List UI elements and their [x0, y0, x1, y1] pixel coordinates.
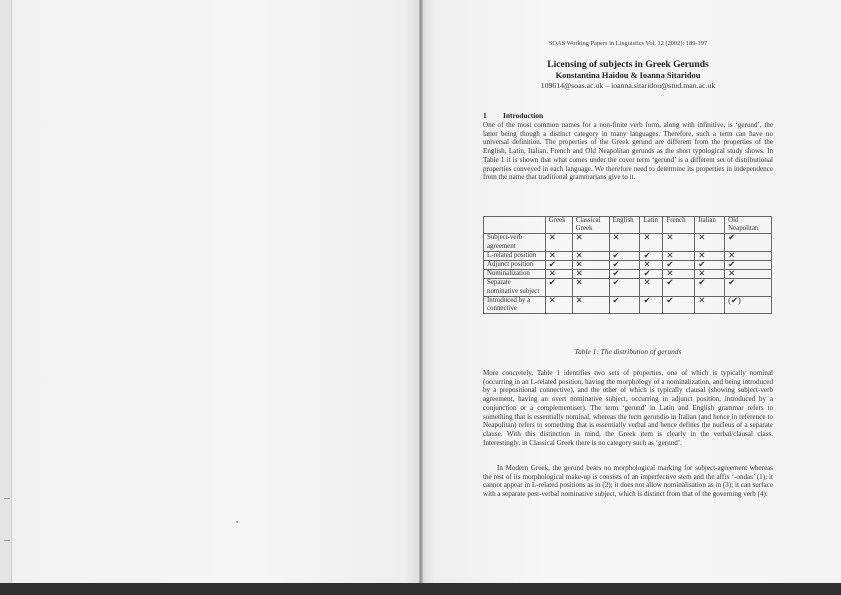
table-header-cell — [484, 217, 546, 234]
table-cell: ✔ — [663, 296, 695, 313]
table-header-row — [484, 217, 772, 234]
section-heading — [483, 111, 543, 120]
table-cell: ✕ — [609, 234, 640, 251]
table-cell: ✕ — [572, 261, 609, 270]
row-label: L-related position — [484, 251, 546, 260]
table-cell: ✕ — [695, 270, 725, 279]
body-paragraph-2: In Modern Greek, the gerund bears no morphological marking for subject-agreement whereas the rest of its morphological make-up is consists of an imperfective stem and the affix ‘-ondas’ (1); it cannot appear in L-related positions as in (2); it does not allow nominalisation as in (3); it can surface with a separate post-verbal nominative subject, which is distinct from that of the governing verb (4): — [483, 464, 773, 499]
table-cell: ✔ — [725, 261, 772, 270]
section-title: Introduction — [503, 111, 544, 120]
left-page-edge — [0, 0, 12, 595]
table-cell: ✔ — [640, 270, 663, 279]
paper-authors: Konstantina Haidou & Ioanna Sitaridou — [555, 71, 701, 80]
table-cell: ✔ — [609, 296, 640, 313]
author-emails: 109614@soas.ac.uk – ioanna.sitaridou@stud.man.ac.uk — [540, 81, 716, 90]
table-cell: ✔ — [640, 251, 663, 260]
table-row — [484, 296, 772, 313]
table-cell: ✕ — [572, 296, 609, 313]
table-cell: ✕ — [695, 234, 725, 251]
table-cell: ✕ — [640, 234, 663, 251]
table-cell: ✔ — [663, 279, 695, 296]
page-edge-mark — [4, 540, 10, 541]
table-cell: (✔) — [725, 296, 772, 313]
table-cell: ✔ — [609, 270, 640, 279]
table-cell: ✕ — [572, 251, 609, 260]
table-header-cell: English — [609, 217, 640, 234]
table-cell: ✕ — [725, 270, 772, 279]
table-header-cell: Classical Greek — [572, 217, 609, 234]
table-cell: ✕ — [663, 270, 695, 279]
table-cell: ✔ — [545, 279, 572, 296]
table-header-cell: Old Neapolitan — [725, 217, 772, 234]
table-cell: ✕ — [640, 279, 663, 296]
table-cell: ✕ — [572, 279, 609, 296]
table-cell: ✔ — [663, 261, 695, 270]
table-row — [484, 279, 772, 296]
table-cell: ✕ — [545, 234, 572, 251]
row-label: Subject-verb agreement — [484, 234, 546, 251]
book-gutter — [419, 0, 423, 595]
body-paragraph-1: More concretely, Table 1 identifies two sets of properties, one of which is typically nominal (occurring in an L-related position, having the morphology of a nominalization, and being introduced by a prepositional connective), and the other of which is typically clausal (showing subject-verb agreement, having an overt nominative subject, occurring in adjunct position, introduced by a conjunction or a complementiser). The term ‘gerund’ in Latin and English grammar refers to something that is essentially nominal, whereas the term gerundio in Italian (and hence in reference to Neapolitan) refers to something that is essentially verbal and hence defines the nucleus of a separate clause. With this distinction in mind, the Greek item is clearly in the verbal/clausal class. Interestingly, in Classical Greek there is no category such as ‘gerund’. — [483, 369, 773, 447]
table-cell: ✕ — [695, 296, 725, 313]
table-cell: ✕ — [640, 261, 663, 270]
row-label: Separate nominative subject — [484, 279, 546, 296]
running-header: SOAS Working Papers in Linguistics Vol. 12 (2002): 189-197 — [548, 40, 708, 47]
table-cell: ✔ — [545, 261, 572, 270]
paper-title: Licensing of subjects in Greek Gerunds — [547, 59, 709, 70]
table-cell: ✔ — [725, 279, 772, 296]
table-cell: ✔ — [725, 234, 772, 251]
table-cell: ✔ — [640, 296, 663, 313]
distribution-table — [483, 216, 772, 314]
table-cell: ✕ — [663, 251, 695, 260]
table-row — [484, 234, 772, 251]
table-cell: ✔ — [609, 251, 640, 260]
row-label: Introduced by a connective — [484, 296, 546, 313]
table-cell: ✔ — [609, 279, 640, 296]
scan-bottom-edge — [0, 583, 841, 595]
table-header-cell: Italian — [695, 217, 725, 234]
section-number: 1 — [483, 111, 487, 120]
table-cell: ✕ — [663, 234, 695, 251]
table-header-cell: French — [663, 217, 695, 234]
table-header-cell: Latin — [640, 217, 663, 234]
table-cell: ✕ — [695, 251, 725, 260]
table-cell: ✕ — [545, 251, 572, 260]
table-header-cell: Greek — [545, 217, 572, 234]
table-cell: ✔ — [695, 261, 725, 270]
page-edge-mark — [4, 498, 10, 499]
table-cell: ✕ — [572, 234, 609, 251]
table-cell: ✕ — [725, 251, 772, 260]
table-cell: ✔ — [695, 279, 725, 296]
table-cell: ✕ — [572, 270, 609, 279]
row-label: Adjunct position — [484, 261, 546, 270]
row-label: Nominalization — [484, 270, 546, 279]
table-cell: ✔ — [609, 261, 640, 270]
speck — [236, 521, 238, 523]
table-cell: ✕ — [545, 296, 572, 313]
intro-paragraph: One of the most common names for a non-finite verb form, along with infinitive, is ‘gerund’, the latter being though a distinct category in many languages. Therefore, such a term can have no universal definition. The properties of the Greek gerund are different from the properties of the English, Latin, Italian, French and Old Neapolitan gerunds as the short typological study shows. In Table 1 it is shown that what comes under the cover term ‘gerund’ is a different set of distributional properties conveyed in each language. We therefore need to determine its properties in independence from the name that traditional grammarians give to it. — [483, 121, 773, 182]
table-cell: ✕ — [545, 270, 572, 279]
table-caption: Table 1: The distribution of gerunds — [574, 347, 682, 356]
